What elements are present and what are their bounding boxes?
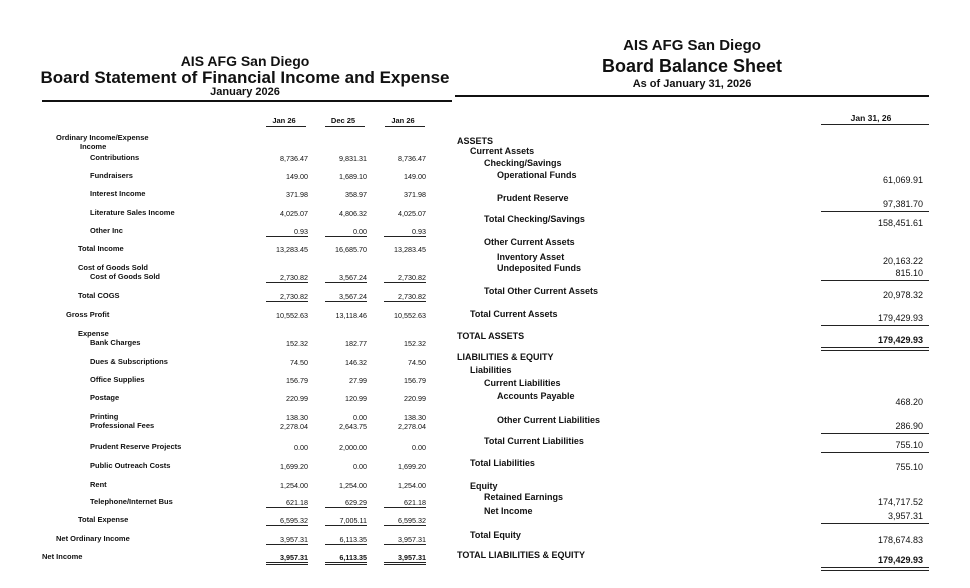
bs-row-value: 20,163.22 bbox=[882, 256, 923, 266]
is-row-value: 2,730.82 bbox=[280, 292, 308, 301]
is-row-value: 10,552.63 bbox=[276, 311, 308, 320]
bs-underline bbox=[821, 280, 929, 281]
is-row-label: Other Inc bbox=[90, 226, 123, 235]
bs-period: As of January 31, 2026 bbox=[632, 78, 752, 90]
is-row-value: 4,025.07 bbox=[280, 209, 308, 218]
bs-row-value: 61,069.91 bbox=[882, 175, 923, 185]
is-row-label: Income bbox=[80, 142, 107, 151]
bs-row-label: Operational Funds bbox=[497, 170, 577, 180]
bs-row-value: 158,451.61 bbox=[877, 218, 923, 228]
bs-row-label: TOTAL LIABILITIES & EQUITY bbox=[457, 550, 586, 560]
bs-row-value: 20,978.32 bbox=[882, 290, 923, 300]
is-underline bbox=[325, 282, 367, 283]
is-row-value: 10,552.63 bbox=[394, 311, 426, 320]
is-row-value: 13,283.45 bbox=[394, 245, 426, 254]
bs-org-name: AIS AFG San Diego bbox=[623, 37, 761, 54]
is-row-label: Rent bbox=[90, 480, 107, 489]
is-row-value: 0.93 bbox=[294, 227, 308, 236]
is-row-value: 0.00 bbox=[412, 443, 426, 452]
bs-row-label: Other Current Assets bbox=[484, 237, 575, 247]
is-row-value: 13,283.45 bbox=[276, 245, 308, 254]
is-row-value: 0.00 bbox=[353, 413, 367, 422]
bs-row-label: LIABILITIES & EQUITY bbox=[457, 352, 554, 362]
is-row-value: 3,957.31 bbox=[280, 553, 308, 562]
is-row-value: 152.32 bbox=[404, 339, 426, 348]
is-row-label: Total Expense bbox=[78, 515, 129, 524]
bs-underline bbox=[821, 350, 929, 351]
bs-underline bbox=[821, 347, 929, 348]
is-row-label: Professional Fees bbox=[90, 421, 155, 430]
bs-row-label: Net Income bbox=[484, 506, 533, 516]
is-row-value: 3,957.31 bbox=[398, 535, 426, 544]
bs-row-label: Current Assets bbox=[470, 146, 535, 156]
is-row-value: 358.97 bbox=[345, 190, 367, 199]
is-underline bbox=[384, 282, 426, 283]
is-row-value: 146.32 bbox=[345, 358, 367, 367]
is-underline bbox=[266, 544, 308, 545]
is-row-label: Gross Profit bbox=[66, 310, 110, 319]
bs-row-label: Undeposited Funds bbox=[497, 263, 581, 273]
is-row-value: 3,567.24 bbox=[339, 273, 367, 282]
is-title: Board Statement of Financial Income and Expense bbox=[40, 68, 450, 87]
bs-row-value: 815.10 bbox=[895, 268, 923, 278]
is-underline bbox=[325, 507, 367, 508]
is-row-value: 120.99 bbox=[345, 394, 367, 403]
bs-row-label: Prudent Reserve bbox=[497, 193, 569, 203]
is-row-label: Ordinary Income/Expense bbox=[56, 133, 149, 142]
bs-row-label: Equity bbox=[470, 481, 498, 491]
is-row-value: 1,254.00 bbox=[339, 481, 367, 490]
is-underline bbox=[266, 525, 308, 526]
is-underline bbox=[384, 525, 426, 526]
is-row-value: 2,278.04 bbox=[398, 422, 426, 431]
is-row-label: Total COGS bbox=[78, 291, 120, 300]
bs-row-label: Checking/Savings bbox=[484, 158, 562, 168]
is-row-value: 8,736.47 bbox=[280, 154, 308, 163]
bs-row-label: Inventory Asset bbox=[497, 252, 565, 262]
is-underline bbox=[384, 301, 426, 302]
is-row-value: 0.00 bbox=[294, 443, 308, 452]
is-row-value: 621.18 bbox=[286, 498, 308, 507]
is-row-label: Net Income bbox=[42, 552, 83, 561]
bs-row-label: Total Current Liabilities bbox=[484, 436, 584, 446]
bs-row-label: TOTAL ASSETS bbox=[457, 331, 525, 341]
is-row-value: 371.98 bbox=[404, 190, 426, 199]
is-row-value: 149.00 bbox=[286, 172, 308, 181]
bs-row-value: 179,429.93 bbox=[877, 313, 923, 323]
is-underline bbox=[384, 562, 426, 563]
is-row-value: 152.32 bbox=[286, 339, 308, 348]
is-row-value: 2,730.82 bbox=[398, 273, 426, 282]
is-row-label: Contributions bbox=[90, 153, 140, 162]
bs-row-value: 3,957.31 bbox=[887, 511, 923, 521]
is-underline bbox=[325, 301, 367, 302]
is-underline bbox=[266, 507, 308, 508]
bs-underline bbox=[821, 567, 929, 568]
is-row-value: 16,685.70 bbox=[335, 245, 367, 254]
bs-row-label: Total Checking/Savings bbox=[484, 214, 585, 224]
bs-row-value: 174,717.52 bbox=[877, 497, 923, 507]
is-row-value: 1,254.00 bbox=[398, 481, 426, 490]
is-row-value: 13,118.46 bbox=[335, 311, 367, 320]
is-row-value: 1,699.20 bbox=[398, 462, 426, 471]
bs-row-label: Current Liabilities bbox=[484, 378, 561, 388]
is-underline bbox=[266, 282, 308, 283]
is-row-label: Telephone/Internet Bus bbox=[90, 497, 173, 506]
is-row-value: 2,643.75 bbox=[339, 422, 367, 431]
is-col-underline bbox=[266, 126, 306, 127]
bs-row-value: 286.90 bbox=[895, 421, 923, 431]
is-row-value: 1,254.00 bbox=[280, 481, 308, 490]
is-row-value: 0.00 bbox=[353, 227, 367, 236]
is-row-label: Interest Income bbox=[90, 189, 146, 198]
is-row-value: 149.00 bbox=[404, 172, 426, 181]
bs-underline bbox=[821, 325, 929, 326]
is-row-value: 3,567.24 bbox=[339, 292, 367, 301]
is-row-value: 2,278.04 bbox=[280, 422, 308, 431]
is-period: January 2026 bbox=[210, 86, 280, 98]
bs-row-value: 179,429.93 bbox=[877, 555, 923, 565]
bs-row-label: ASSETS bbox=[457, 136, 494, 146]
is-row-value: 6,595.32 bbox=[398, 516, 426, 525]
is-row-value: 8,736.47 bbox=[398, 154, 426, 163]
is-row-value: 4,025.07 bbox=[398, 209, 426, 218]
is-underline bbox=[325, 525, 367, 526]
is-row-label: Dues & Subscriptions bbox=[90, 357, 168, 366]
is-row-value: 621.18 bbox=[404, 498, 426, 507]
is-row-value: 74.50 bbox=[408, 358, 426, 367]
is-col-header: Jan 26 bbox=[391, 116, 415, 125]
is-row-value: 6,595.32 bbox=[280, 516, 308, 525]
bs-row-label: Other Current Liabilities bbox=[497, 415, 601, 425]
is-row-value: 6,113.35 bbox=[339, 553, 367, 562]
bs-underline bbox=[821, 570, 929, 571]
is-row-value: 2,730.82 bbox=[280, 273, 308, 282]
bs-row-value: 468.20 bbox=[895, 397, 923, 407]
is-row-value: 1,689.10 bbox=[339, 172, 367, 181]
is-row-label: Fundraisers bbox=[90, 171, 133, 180]
is-col-header: Jan 26 bbox=[272, 116, 296, 125]
bs-col-underline bbox=[821, 124, 929, 125]
is-row-value: 182.77 bbox=[345, 339, 367, 348]
bs-col-header: Jan 31, 26 bbox=[850, 113, 892, 123]
is-row-value: 220.99 bbox=[404, 394, 426, 403]
is-underline bbox=[325, 236, 367, 237]
is-underline bbox=[266, 564, 308, 565]
is-row-value: 0.00 bbox=[353, 462, 367, 471]
bs-header-rule bbox=[455, 95, 929, 97]
is-row-value: 0.93 bbox=[412, 227, 426, 236]
is-header-rule bbox=[42, 100, 452, 102]
is-underline bbox=[266, 562, 308, 563]
is-underline bbox=[384, 507, 426, 508]
is-row-label: Literature Sales Income bbox=[90, 208, 175, 217]
bs-underline bbox=[821, 523, 929, 524]
bs-row-label: Total Current Assets bbox=[470, 309, 558, 319]
bs-row-value: 755.10 bbox=[895, 462, 923, 472]
is-row-value: 1,699.20 bbox=[280, 462, 308, 471]
is-row-value: 9,831.31 bbox=[339, 154, 367, 163]
is-row-value: 2,730.82 bbox=[398, 292, 426, 301]
is-row-value: 156.79 bbox=[286, 376, 308, 385]
is-row-label: Cost of Goods Sold bbox=[78, 263, 148, 272]
is-underline bbox=[325, 562, 367, 563]
is-row-label: Printing bbox=[90, 412, 119, 421]
is-underline bbox=[384, 544, 426, 545]
is-col-header: Dec 25 bbox=[330, 116, 356, 125]
is-row-value: 629.29 bbox=[345, 498, 367, 507]
is-row-value: 156.79 bbox=[404, 376, 426, 385]
is-row-value: 138.30 bbox=[404, 413, 426, 422]
is-underline bbox=[266, 301, 308, 302]
is-row-value: 2,000.00 bbox=[339, 443, 367, 452]
is-row-value: 6,113.35 bbox=[339, 535, 367, 544]
bs-row-value: 179,429.93 bbox=[877, 335, 923, 345]
is-row-label: Cost of Goods Sold bbox=[90, 272, 160, 281]
is-row-label: Net Ordinary Income bbox=[56, 534, 130, 543]
bs-row-value: 97,381.70 bbox=[882, 199, 923, 209]
bs-row-label: Total Liabilities bbox=[470, 458, 535, 468]
is-row-value: 138.30 bbox=[286, 413, 308, 422]
is-underline bbox=[266, 236, 308, 237]
is-row-value: 3,957.31 bbox=[398, 553, 426, 562]
bs-underline bbox=[821, 452, 929, 453]
is-row-value: 3,957.31 bbox=[280, 535, 308, 544]
is-row-value: 74.50 bbox=[290, 358, 308, 367]
is-org-name: AIS AFG San Diego bbox=[180, 53, 310, 69]
bs-row-value: 178,674.83 bbox=[877, 535, 923, 545]
is-row-label: Prudent Reserve Projects bbox=[90, 442, 182, 451]
is-row-value: 27.99 bbox=[349, 376, 367, 385]
is-underline bbox=[384, 564, 426, 565]
is-underline bbox=[325, 564, 367, 565]
bs-underline bbox=[821, 433, 929, 434]
bs-row-value: 755.10 bbox=[895, 440, 923, 450]
bs-row-label: Accounts Payable bbox=[497, 391, 575, 401]
bs-row-label: Liabilities bbox=[470, 365, 512, 375]
is-row-label: Office Supplies bbox=[90, 375, 145, 384]
is-row-label: Expense bbox=[78, 329, 109, 338]
is-row-value: 220.99 bbox=[286, 394, 308, 403]
is-row-label: Bank Charges bbox=[90, 338, 141, 347]
bs-underline bbox=[821, 211, 929, 212]
is-underline bbox=[384, 236, 426, 237]
is-row-value: 371.98 bbox=[286, 190, 308, 199]
bs-row-label: Total Other Current Assets bbox=[484, 286, 599, 296]
is-row-value: 7,005.11 bbox=[339, 516, 367, 525]
is-row-label: Postage bbox=[90, 393, 120, 402]
bs-row-label: Total Equity bbox=[470, 530, 521, 540]
is-col-underline bbox=[325, 126, 365, 127]
bs-row-label: Retained Earnings bbox=[484, 492, 564, 502]
is-row-label: Public Outreach Costs bbox=[90, 461, 171, 470]
is-row-label: Total Income bbox=[78, 244, 124, 253]
bs-title: Board Balance Sheet bbox=[601, 56, 783, 76]
is-underline bbox=[325, 544, 367, 545]
is-row-value: 4,806.32 bbox=[339, 209, 367, 218]
is-col-underline bbox=[385, 126, 425, 127]
